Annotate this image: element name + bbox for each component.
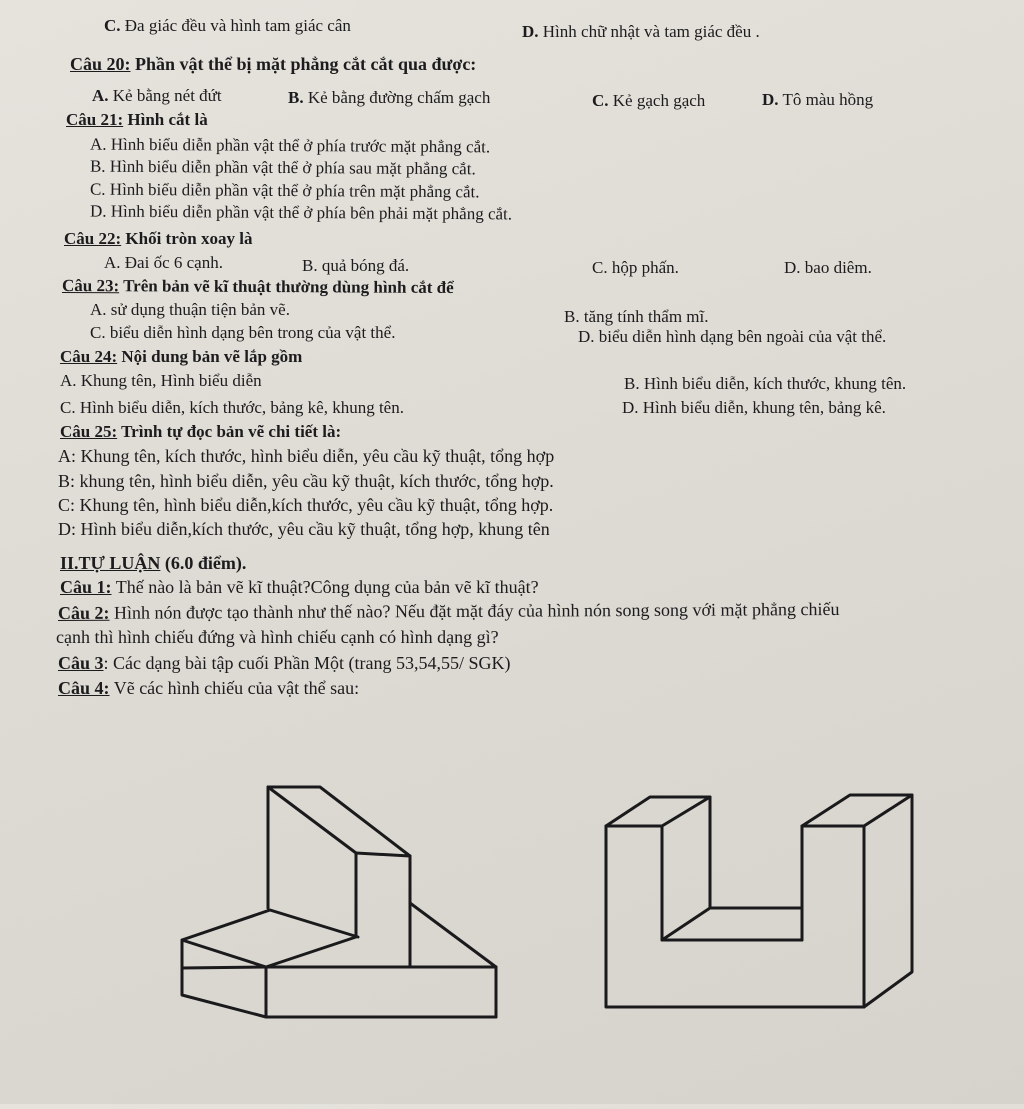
q23-option-a: A. sử dụng thuận tiện bản vẽ. [90, 300, 290, 319]
essay-q2: Câu 2: Hình nón được tạo thành như thế nào? Nếu đặt mặt đáy của hình nón song song với mặt phẳng chiếu [57, 598, 840, 624]
u-shaped-block-figure [606, 795, 912, 1007]
u-block-left-tower-top [606, 797, 710, 826]
u-block-front-outline [606, 826, 864, 1007]
q25-option-c: C: Khung tên, hình biểu diễn,kích thước, yêu cầu kỹ thuật, tổng hợp. [58, 495, 554, 515]
essay-q2-cont: cạnh thì hình chiếu đứng và hình chiếu cạnh có hình dạng gì? [56, 627, 499, 647]
q22-option-d: D. bao diêm. [784, 258, 872, 277]
q24-question: Câu 24: Nội dung bản vẽ lắp gồm [60, 347, 303, 366]
q23-option-b: B. tăng tính thẩm mĩ. [564, 307, 709, 326]
q23-question: Câu 23: Trên bản vẽ kĩ thuật thường dùng hình cắt để [61, 275, 454, 298]
q21-question: Câu 21: Hình cắt là [66, 110, 208, 129]
u-block-right-side [864, 795, 912, 1007]
t-block-slab-diagonal [182, 940, 266, 967]
q25-option-b: B: khung tên, hình biểu diễn, yêu cầu kỹ thuật, kích thước, tổng hợp. [58, 471, 554, 491]
q24-option-b: B. Hình biểu diễn, kích thước, khung tên. [624, 374, 907, 393]
q21-option-c: C. Hình biểu diễn phần vật thể ở phía trên mặt phẳng cắt. [89, 179, 480, 202]
q25-option-a: A: Khung tên, kích thước, hình biểu diễn, yêu cầu kỹ thuật, tổng hợp [58, 446, 555, 466]
t-block-center-front [266, 853, 356, 967]
q24-option-c: C. Hình biểu diễn, kích thước, bảng kê, khung tên. [60, 398, 404, 417]
u-block-right-tower-front [802, 826, 864, 940]
q19-option-d: D. Hình chữ nhật và tam giác đều . [522, 22, 760, 41]
q22-option-a: A. Đai ốc 6 cạnh. [104, 253, 223, 272]
q21-option-b: B. Hình biểu diễn phần vật thể ở phía sau mặt phẳng cắt. [89, 156, 476, 179]
part2-heading: II.TỰ LUẬN (6.0 điểm). [60, 553, 247, 573]
essay-q1: Câu 1: Thế nào là bản vẽ kĩ thuật?Công dụng của bản vẽ kĩ thuật? [60, 577, 539, 597]
q20-option-b: B. Kẻ bằng đường chấm gạch [288, 88, 491, 107]
t-block-left-slab [182, 910, 358, 968]
q20-option-d: D. Tô màu hồng [762, 90, 874, 109]
u-block-left-tower-front [606, 826, 662, 940]
essay-q3: Câu 3: Các dạng bài tập cuối Phần Một (trang 53,54,55/ SGK) [58, 653, 511, 673]
t-shaped-block-figure [182, 787, 496, 1017]
q21-option-a: A. Hình biểu diễn phần vật thể ở phía trước mặt phẳng cắt. [89, 134, 491, 157]
t-block-right-slope [410, 903, 496, 967]
q19-option-c: C. Đa giác đều và hình tam giác cân [104, 16, 351, 35]
u-block-inner-floor [662, 908, 802, 940]
q22-option-b: B. quả bóng đá. [302, 256, 410, 275]
q25-question: Câu 25: Trình tự đọc bản vẽ chi tiết là: [60, 422, 342, 441]
q22-question: Câu 22: Khối tròn xoay là [64, 229, 253, 248]
essay-q4: Câu 4: Vẽ các hình chiếu của vật thể sau: [58, 678, 360, 698]
q21-option-d: D. Hình biểu diễn phần vật thể ở phía bên phải mặt phẳng cắt. [89, 201, 513, 224]
q23-option-c: C. biểu diễn hình dạng bên trong của vật thể. [90, 323, 396, 342]
isometric-svg [0, 700, 1024, 1104]
q23-option-d: D. biểu diễn hình dạng bên ngoài của vật thể. [578, 327, 887, 346]
t-block-center-right [356, 853, 410, 967]
q24-option-d: D. Hình biểu diễn, khung tên, bảng kê. [622, 398, 886, 417]
q24-option-a: A. Khung tên, Hình biểu diễn [60, 371, 262, 390]
t-block-top-right [268, 787, 410, 856]
q20-option-c: C. Kẻ gạch gạch [592, 91, 706, 110]
u-block-right-tower-top [802, 795, 912, 826]
t-block-front-face [182, 967, 496, 1017]
q20-question: Câu 20: Phần vật thể bị mặt phẳng cắt cắt qua được: [70, 54, 477, 74]
q25-option-d: D: Hình biểu diễn,kích thước, yêu cầu kỹ thuật, tổng hợp, khung tên [58, 519, 550, 539]
q20-option-a: A. Kẻ bằng nét đứt [92, 86, 222, 105]
q22-option-c: C. hộp phấn. [592, 258, 679, 277]
isometric-drawings [0, 700, 1024, 1104]
